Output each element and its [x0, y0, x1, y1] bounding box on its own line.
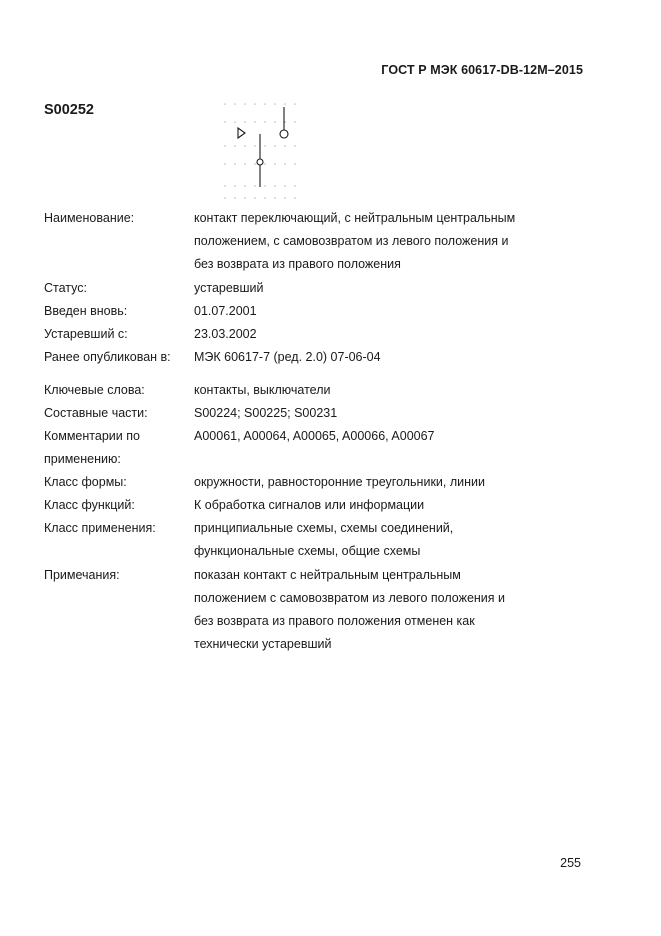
field-value	[194, 471, 604, 494]
field-value	[194, 277, 604, 300]
field-label: Ключевые слова:	[44, 383, 145, 397]
value-line: К обработка сигналов или информации	[194, 498, 425, 512]
field-label: Устаревший с:	[44, 327, 128, 341]
self-return-triangle	[238, 128, 245, 138]
value-line: функциональные схемы, общие схемы	[194, 544, 421, 558]
value-line: A00061, A00064, A00065, A00066, A00067	[194, 429, 435, 443]
field-notes	[44, 564, 604, 656]
field-name	[44, 207, 604, 276]
field-keywords	[44, 379, 604, 402]
field-label: Наименование:	[44, 211, 135, 225]
symbol-code: S00252	[44, 102, 94, 118]
field-previously-published	[44, 346, 604, 369]
page-number: 255	[560, 856, 581, 870]
value-line: 23.03.2002	[194, 327, 257, 341]
label-line: применению:	[44, 452, 121, 466]
right-terminal-circle	[280, 130, 288, 138]
field-application-class	[44, 517, 604, 563]
field-components	[44, 402, 604, 425]
value-line: контакт переключающий, с нейтральным центральным	[194, 211, 516, 225]
value-line: без возврата из правого положения	[194, 257, 401, 271]
pivot-circle	[257, 159, 263, 165]
field-value	[194, 425, 604, 471]
field-label: Статус:	[44, 281, 87, 295]
value-line: окружности, равносторонние треугольники, линии	[194, 475, 485, 489]
field-value	[194, 300, 604, 323]
field-label: Составные части:	[44, 406, 148, 420]
field-value	[194, 346, 604, 369]
value-line: принципиальные схемы, схемы соединений,	[194, 521, 454, 535]
field-label: Класс применения:	[44, 521, 156, 535]
field-label: Класс функций:	[44, 498, 135, 512]
value-line: контакты, выключатели	[194, 383, 331, 397]
value-line: технически устаревший	[194, 637, 332, 651]
field-label: Класс формы:	[44, 475, 127, 489]
field-obsolete-since	[44, 323, 604, 346]
value-line: показан контакт с нейтральным центральным	[194, 568, 461, 582]
field-introduced	[44, 300, 604, 323]
document-header: ГОСТ Р МЭК 60617-DB-12M–2015	[381, 63, 583, 77]
field-value	[194, 564, 604, 656]
field-shape-class	[44, 471, 604, 494]
field-status	[44, 277, 604, 300]
field-label: Ранее опубликован в:	[44, 350, 171, 364]
label-line: Комментарии по	[44, 429, 140, 443]
field-application-comments	[44, 425, 604, 471]
value-line: положением, с самовозвратом из левого положения и	[194, 234, 509, 248]
field-label	[44, 425, 194, 471]
field-value	[194, 494, 604, 517]
value-line: положением с самовозвратом из левого положения и	[194, 591, 506, 605]
field-value	[194, 379, 604, 402]
value-line: S00224; S00225; S00231	[194, 406, 338, 420]
contact-symbol-graphic	[222, 101, 302, 201]
field-label: Введен вновь:	[44, 304, 128, 318]
field-label: Примечания:	[44, 568, 120, 582]
field-value	[194, 323, 604, 346]
value-line: устаревший	[194, 281, 264, 295]
field-value	[194, 517, 604, 563]
field-function-class	[44, 494, 604, 517]
value-line: без возврата из правого положения отменен как	[194, 614, 475, 628]
field-value	[194, 402, 604, 425]
value-line: 01.07.2001	[194, 304, 257, 318]
field-value	[194, 207, 604, 276]
value-line: МЭК 60617-7 (ред. 2.0) 07-06-04	[194, 350, 381, 364]
